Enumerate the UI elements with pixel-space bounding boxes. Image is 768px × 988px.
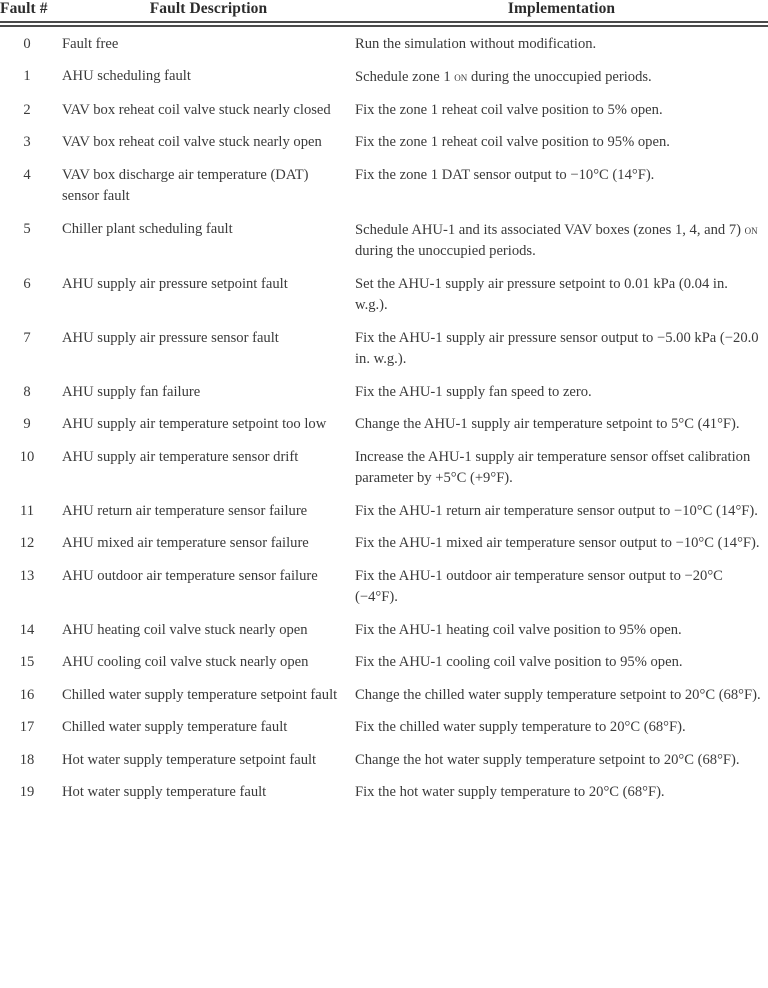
cell-fault-number: 9 <box>23 416 31 432</box>
table-row <box>0 213 768 268</box>
cell-fault-number: 6 <box>23 275 31 292</box>
double-rule <box>0 20 768 28</box>
cell-fault-description: Hot water supply temperature fault <box>62 784 267 800</box>
cell-implementation: Fix the chilled water supply temperature to 20°C (68°F). <box>355 719 686 735</box>
cell-implementation: Fix the AHU-1 supply fan speed to zero. <box>355 383 592 400</box>
cell-implementation: Fix the zone 1 DAT sensor output to −10°C (14°F). <box>355 166 655 183</box>
cell-fault-number: 10 <box>19 448 35 465</box>
cell-fault-number: 1 <box>23 68 31 84</box>
table-row <box>0 322 768 376</box>
implementation-text-after: during the unoccupied periods. <box>355 243 536 259</box>
cell-fault-number: 15 <box>19 654 35 670</box>
cell-fault-description: AHU supply air pressure sensor fault <box>62 329 279 346</box>
table-row <box>0 560 768 614</box>
table-row <box>0 647 768 680</box>
table-row <box>0 159 768 213</box>
cell-fault-number: 7 <box>23 329 31 346</box>
cell-fault-number: 14 <box>19 621 35 638</box>
implementation-text-before: Schedule zone 1 <box>355 69 455 85</box>
table-row <box>0 94 768 127</box>
cell-implementation: Change the hot water supply temperature setpoint to 20°C (68°F). <box>355 751 740 768</box>
cell-implementation: Fix the hot water supply temperature to 20°C (68°F). <box>355 784 665 800</box>
column-header-fault-number: Fault # <box>0 0 48 17</box>
cell-fault-number: 16 <box>19 686 35 703</box>
cell-implementation: Fix the AHU-1 return air temperature sensor output to −10°C (14°F). <box>355 502 758 519</box>
cell-fault-description: AHU mixed air temperature sensor failure <box>62 535 309 551</box>
cell-implementation: Change the AHU-1 supply air temperature setpoint to 5°C (41°F). <box>355 416 740 432</box>
cell-fault-description: AHU supply air temperature sensor drift <box>62 448 299 465</box>
cell-implementation <box>355 213 768 268</box>
cell-implementation: Fix the zone 1 reheat coil valve position to 95% open. <box>355 134 670 150</box>
cell-fault-description: AHU cooling coil valve stuck nearly open <box>62 654 309 670</box>
table-row <box>0 712 768 745</box>
cell-implementation: Fix the AHU-1 mixed air temperature sensor output to −10°C (14°F). <box>355 535 760 551</box>
table-row <box>0 614 768 647</box>
cell-implementation: Run the simulation without modification. <box>355 35 597 52</box>
table-row <box>0 28 768 61</box>
header-row <box>0 0 768 20</box>
table-row <box>0 127 768 160</box>
cell-fault-description: Fault free <box>62 35 119 52</box>
table-row <box>0 528 768 561</box>
table-header <box>0 0 768 28</box>
cell-fault-description: AHU heating coil valve stuck nearly open <box>62 621 308 638</box>
cell-implementation: Increase the AHU-1 supply air temperature sensor offset calibration parameter by +5°C (+9°F). <box>355 448 751 486</box>
cell-implementation: Fix the AHU-1 supply air pressure sensor output to −5.00 kPa (−20.0 in. w.g.). <box>355 329 759 367</box>
cell-fault-description: AHU outdoor air temperature sensor failure <box>62 567 318 584</box>
cell-fault-description: VAV box discharge air temperature (DAT) sensor fault <box>62 166 309 204</box>
cell-fault-description: Chilled water supply temperature fault <box>62 719 288 735</box>
cell-fault-number: 19 <box>19 784 35 800</box>
implementation-text-before: Schedule AHU-1 and its associated VAV boxes (zones 1, 4, and 7) <box>355 221 745 238</box>
table-row <box>0 495 768 528</box>
cell-implementation: Fix the zone 1 reheat coil valve position to 5% open. <box>355 101 663 118</box>
cell-fault-number: 0 <box>23 35 31 52</box>
header-rule-row <box>0 20 768 28</box>
table-row <box>0 409 768 442</box>
cell-implementation: Fix the AHU-1 cooling coil valve position to 95% open. <box>355 654 683 670</box>
cell-fault-description: Chilled water supply temperature setpoint fault <box>62 686 338 703</box>
cell-fault-number: 3 <box>23 134 31 150</box>
implementation-text-after: during the unoccupied periods. <box>467 69 652 85</box>
cell-fault-number: 2 <box>23 101 31 118</box>
table-row <box>0 376 768 409</box>
table-row <box>0 61 768 95</box>
cell-implementation: Fix the AHU-1 heating coil valve position to 95% open. <box>355 621 682 638</box>
cell-fault-number: 4 <box>23 166 31 183</box>
cell-fault-number: 5 <box>23 220 31 237</box>
column-header-fault-description: Fault Description <box>149 0 268 17</box>
cell-fault-number: 12 <box>19 535 35 551</box>
table-row <box>0 679 768 712</box>
cell-fault-description: AHU return air temperature sensor failure <box>62 502 308 519</box>
cell-fault-number: 18 <box>19 751 35 768</box>
cell-implementation: Change the chilled water supply temperature setpoint to 20°C (68°F). <box>355 686 761 703</box>
cell-fault-number: 13 <box>19 567 35 584</box>
cell-implementation: Set the AHU-1 supply air pressure setpoint to 0.01 kPa (0.04 in. w.g.). <box>355 275 728 313</box>
cell-fault-description: VAV box reheat coil valve stuck nearly open <box>62 134 322 150</box>
implementation-smallcaps-on: on <box>744 221 758 237</box>
cell-fault-number: 11 <box>19 502 35 519</box>
cell-fault-description: VAV box reheat coil valve stuck nearly closed <box>62 101 331 118</box>
cell-fault-description: AHU supply fan failure <box>62 383 201 400</box>
cell-implementation: Fix the AHU-1 outdoor air temperature sensor output to −20°C (−4°F). <box>355 567 723 605</box>
table-body <box>0 28 768 809</box>
header-divider <box>0 20 768 28</box>
table-row <box>0 777 768 810</box>
implementation-smallcaps-on: on <box>454 69 468 84</box>
cell-fault-number: 8 <box>23 383 31 400</box>
table-row <box>0 268 768 322</box>
cell-fault-description: Chiller plant scheduling fault <box>62 220 233 237</box>
cell-fault-description: AHU supply air temperature setpoint too low <box>62 416 327 432</box>
cell-implementation <box>355 61 768 95</box>
table-row <box>0 744 768 777</box>
cell-fault-description: Hot water supply temperature setpoint fault <box>62 751 317 768</box>
table-row <box>0 441 768 495</box>
cell-fault-number: 17 <box>19 719 35 735</box>
column-header-implementation: Implementation <box>507 0 616 17</box>
cell-fault-description: AHU scheduling fault <box>62 68 191 84</box>
cell-fault-description: AHU supply air pressure setpoint fault <box>62 275 288 292</box>
